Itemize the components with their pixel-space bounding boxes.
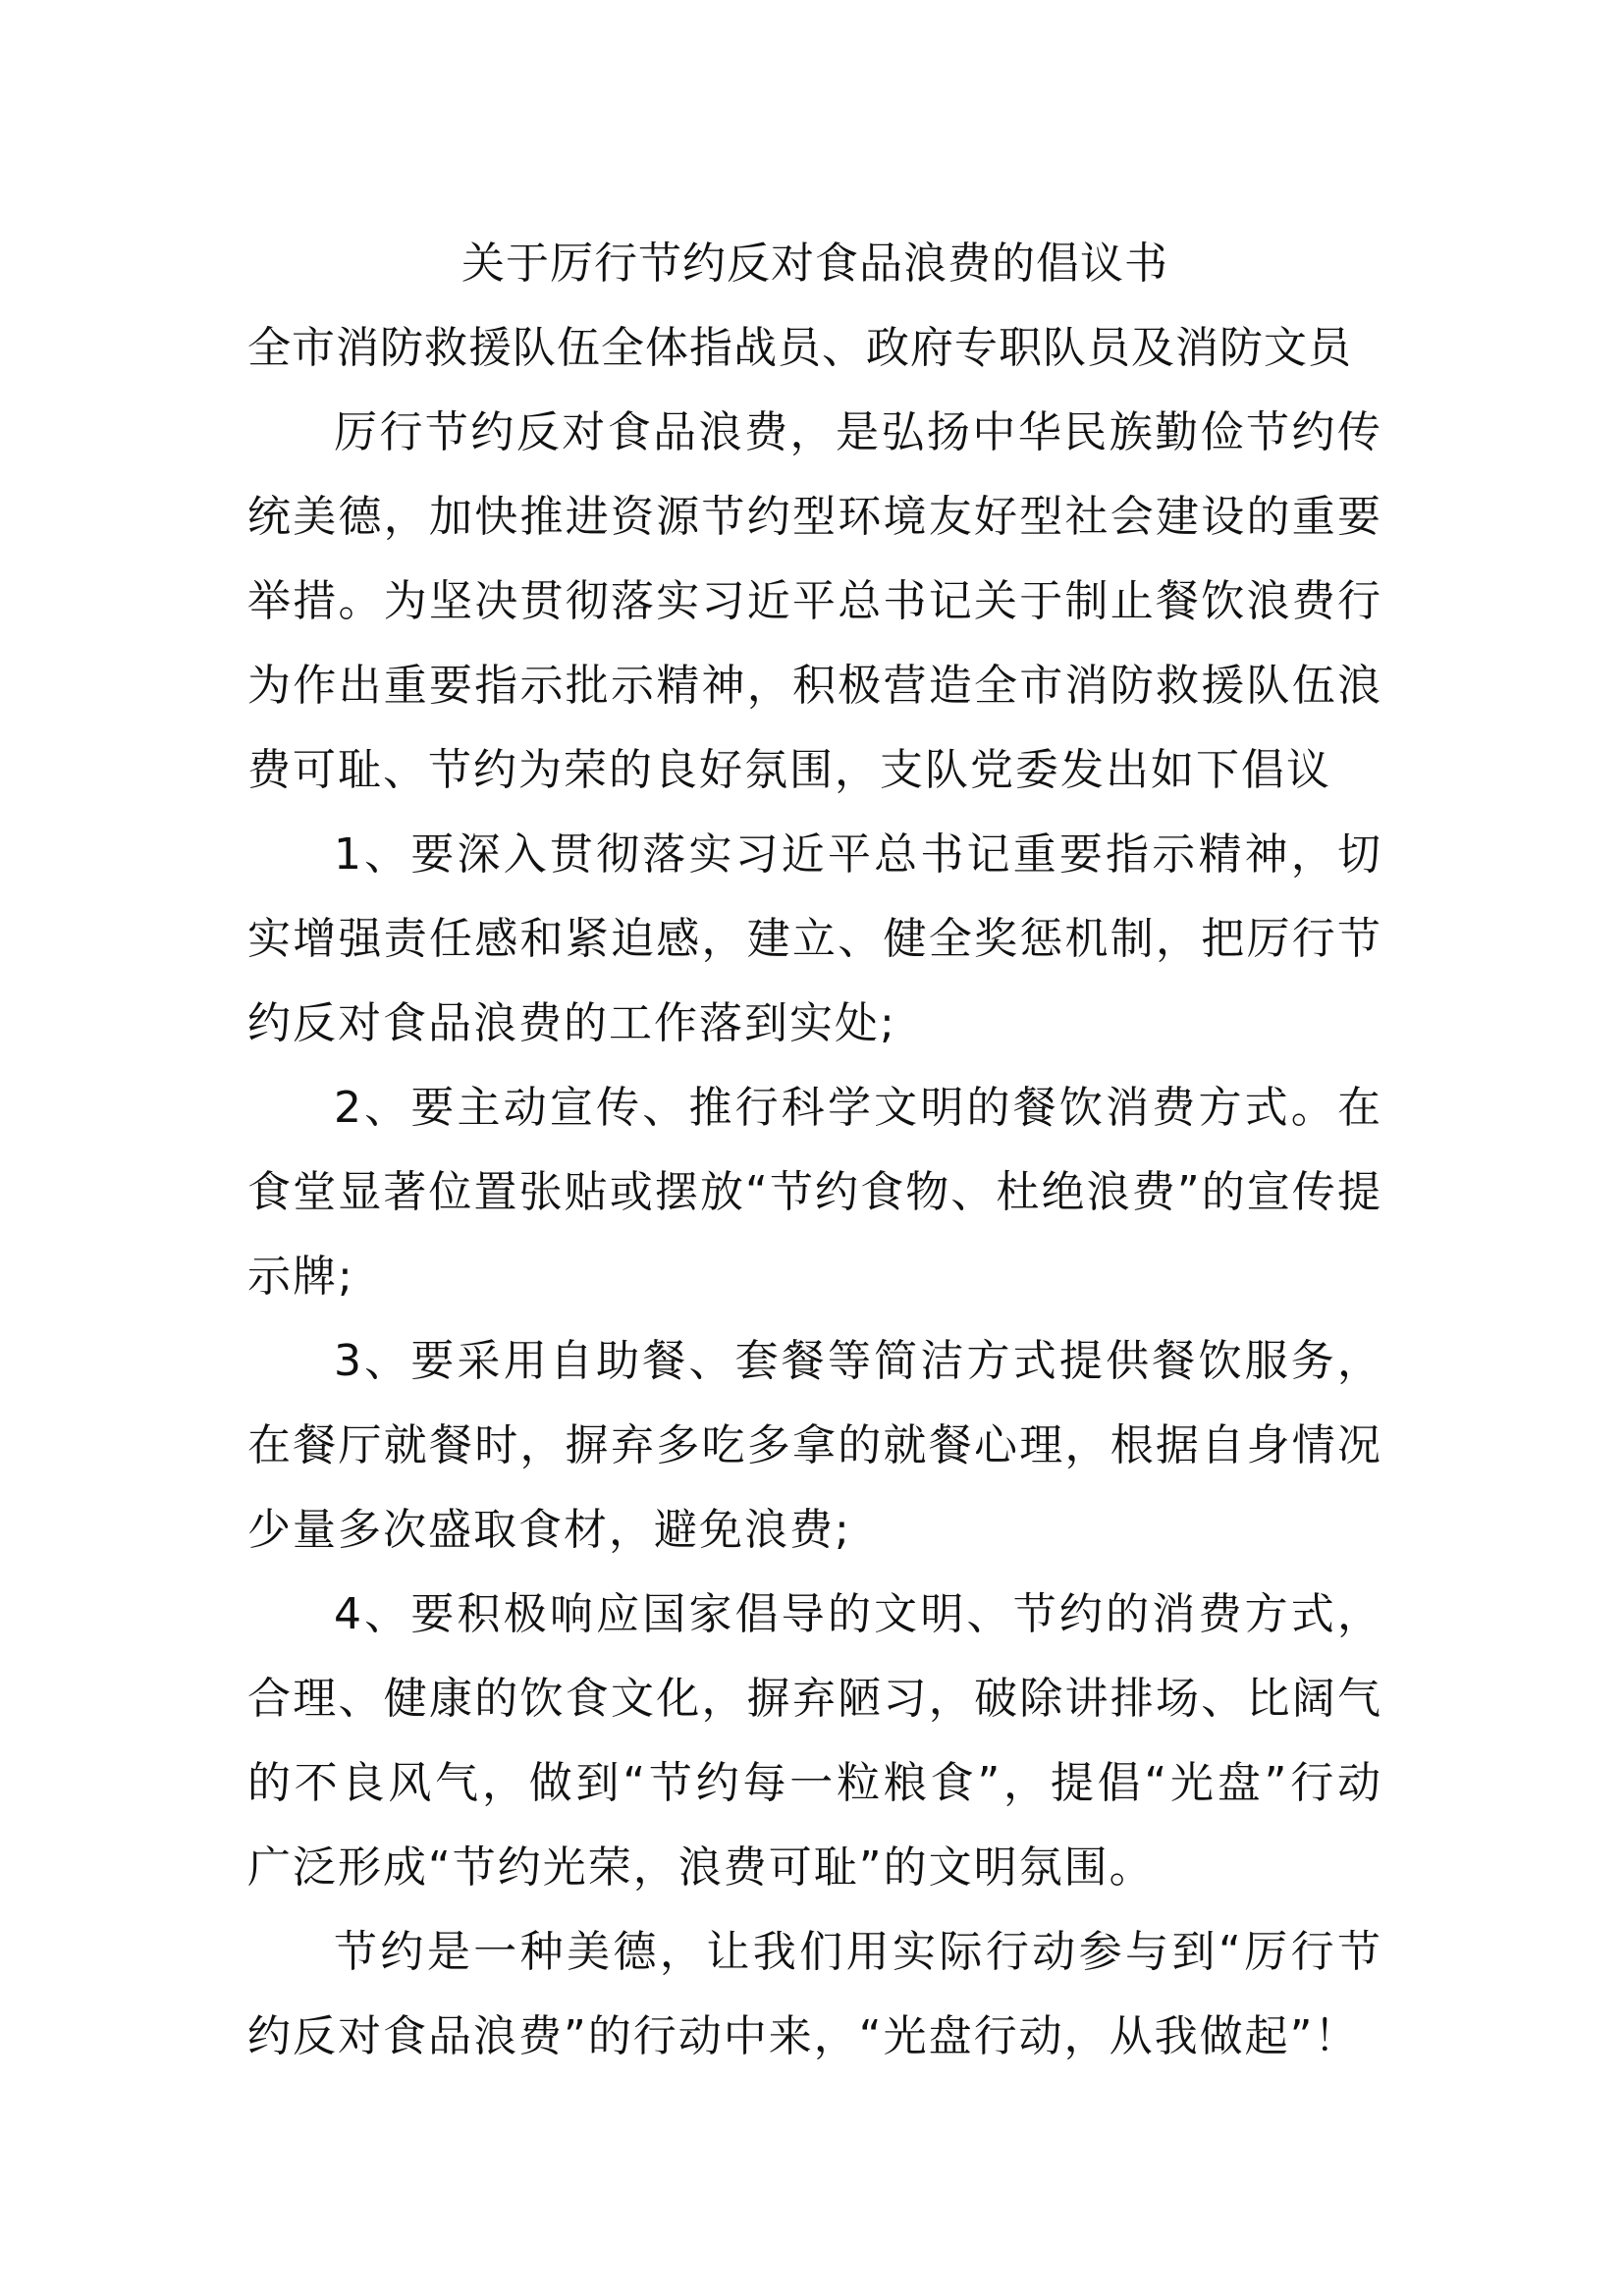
paragraph-point-3: 3、要采用自助餐、套餐等简洁方式提供餐饮服务，在餐厅就餐时，摒弃多吃多拿的就餐心理，根据自身情况少量多次盛取食材，避免浪费; [247,1336,1382,1555]
paragraph-point-1: 1、要深入贯彻落实习近平总书记重要指示精神，切实增强责任感和紧迫感，建立、健全奖惩机制，把厉行节约反对食品浪费的工作落到实处; [247,829,1382,1048]
paragraph-point-2: 2、要主动宣传、推行科学文明的餐饮消费方式。在食堂显著位置张贴或摆放“节约食物、杜绝浪费”的宣传提示牌; [247,1083,1382,1302]
document-body [247,222,1382,2079]
salutation: 全市消防救援队伍全体指战员、政府专职队员及消防文员 [247,323,1352,373]
document-title: 关于厉行节约反对食品浪费的倡议书 [461,239,1168,289]
paragraph-closing: 节约是一种美德，让我们用实际行动参与到“厉行节约反对食品浪费”的行动中来，“光盘行动，从我做起”！ [247,1927,1382,2061]
paragraph-intro: 厉行节约反对食品浪费，是弘扬中华民族勤俭节约传统美德，加快推进资源节约型环境友好型社会建设的重要举措。为坚决贯彻落实习近平总书记关于制止餐饮浪费行为作出重要指示批示精神，积极营造全市消防救援队伍浪费可耻、节约为荣的良好氛围，支队党委发出如下倡议 [247,407,1382,795]
paragraph-point-4: 4、要积极响应国家倡导的文明、节约的消费方式，合理、健康的饮食文化，摒弃陋习，破除讲排场、比阔气的不良风气，做到“节约每一粒粮食”，提倡“光盘”行动广泛形成“节约光荣，浪费可耻”的文明氛围。 [247,1589,1382,1893]
